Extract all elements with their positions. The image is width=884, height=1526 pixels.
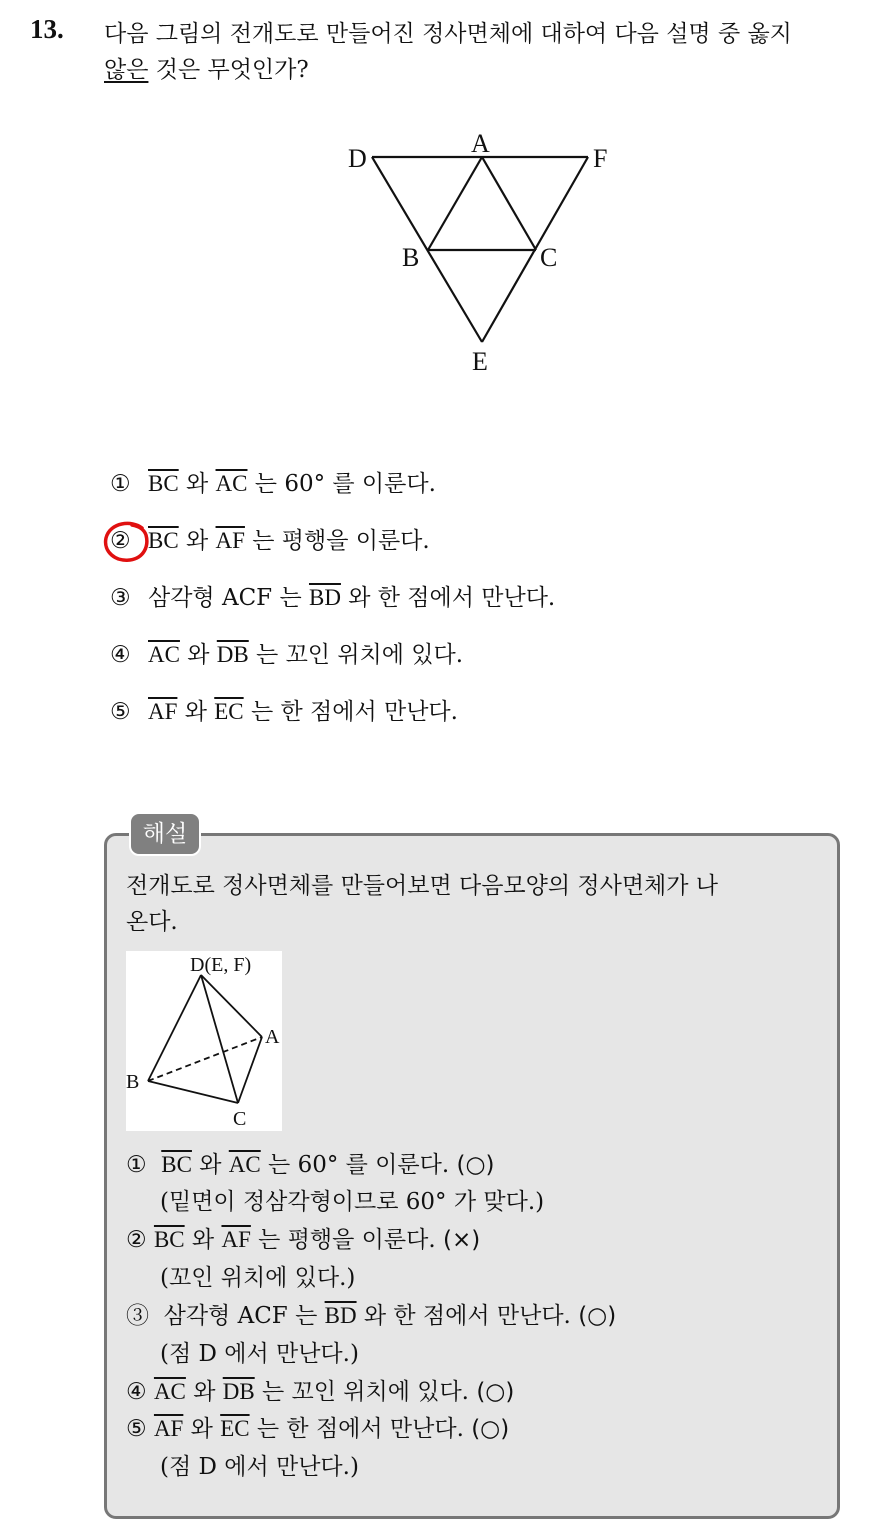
choice-3[interactable] bbox=[110, 583, 555, 613]
correct-mark: (○) bbox=[476, 1379, 515, 1405]
solution-note-3: (점 D 에서 만난다.) bbox=[160, 1341, 359, 1367]
choice-number: ① bbox=[110, 471, 131, 497]
solution-item-3 bbox=[126, 1301, 616, 1331]
item-number: ⑤ bbox=[126, 1416, 147, 1442]
solution-intro-line2: 온다. bbox=[126, 909, 178, 935]
tetrahedron-figure bbox=[126, 951, 282, 1131]
segment: $\overline{BC}$ bbox=[148, 528, 179, 553]
fig-label-B: B bbox=[126, 1071, 140, 1093]
segment: $\overline{AF}$ bbox=[148, 699, 178, 724]
choice-number: ⑤ bbox=[110, 699, 131, 725]
edge-BA-hidden bbox=[148, 1037, 262, 1081]
choice-text: 는 평행을 이룬다. bbox=[244, 528, 430, 554]
choice-text: 는 한 점에서 만난다. bbox=[243, 699, 458, 725]
choice-text: 삼각형 ACF 는 bbox=[148, 585, 309, 611]
solution-note-1: (밑면이 정삼각형이므로 60° 가 맞다.) bbox=[160, 1189, 545, 1215]
net-figure bbox=[340, 122, 630, 382]
solution-intro-line1: 전개도로 정사면체를 만들어보면 다음모양의 정사면체가 나 bbox=[126, 873, 719, 899]
segment: $\overline{BC}$ bbox=[148, 471, 179, 496]
edge-BC bbox=[148, 1081, 238, 1103]
label-E: E bbox=[472, 347, 488, 376]
answer-circle-icon bbox=[102, 520, 152, 564]
choice-text: 와 bbox=[178, 528, 216, 554]
item-text: 와 bbox=[183, 1416, 221, 1442]
segment: $\overline{EC}$ bbox=[214, 699, 244, 724]
choice-text: 와 bbox=[179, 642, 217, 668]
item-number: ③ bbox=[126, 1303, 149, 1329]
correct-mark: (○) bbox=[456, 1152, 495, 1178]
choice-number: ② bbox=[110, 528, 131, 554]
correct-mark: (○) bbox=[578, 1303, 617, 1329]
solution-note-5: (점 D 에서 만난다.) bbox=[160, 1454, 359, 1480]
choice-text: 와 bbox=[178, 471, 216, 497]
question-number: 13. bbox=[30, 14, 64, 44]
item-number: ① bbox=[126, 1152, 147, 1178]
label-A: A bbox=[471, 129, 490, 158]
item-text: 와 bbox=[191, 1152, 229, 1178]
edge-AC bbox=[482, 157, 536, 250]
solution-intro bbox=[126, 868, 826, 940]
choice-text: 는 꼬인 위치에 있다. bbox=[248, 642, 464, 668]
wrong-mark: (×) bbox=[442, 1227, 481, 1253]
segment: $\overline{AF}$ bbox=[215, 528, 245, 553]
choice-text: 와 bbox=[177, 699, 215, 725]
choice-number: ④ bbox=[110, 642, 131, 668]
fig-label-A: A bbox=[265, 1026, 280, 1048]
item-number: ④ bbox=[126, 1379, 147, 1405]
segment: $\overline{BD}$ bbox=[324, 1303, 357, 1328]
item-text: 삼각형 ACF 는 bbox=[163, 1303, 325, 1329]
solution-tag: 해설 bbox=[129, 812, 201, 856]
solution-item-5 bbox=[126, 1414, 509, 1444]
edge-AB bbox=[428, 157, 482, 250]
segment: $\overline{AF}$ bbox=[153, 1416, 184, 1441]
correct-mark: (○) bbox=[471, 1416, 510, 1442]
segment: $\overline{AC}$ bbox=[228, 1152, 261, 1177]
segment: $\overline{EC}$ bbox=[220, 1416, 250, 1441]
choice-number: ③ bbox=[110, 585, 131, 611]
segment: $\overline{BC}$ bbox=[161, 1152, 192, 1177]
choice-4[interactable] bbox=[110, 640, 463, 670]
solution-item-1 bbox=[126, 1150, 494, 1180]
item-text: 는 꼬인 위치에 있다. bbox=[254, 1379, 477, 1405]
choice-5[interactable] bbox=[110, 697, 458, 727]
question-text-line1: 다음 그림의 전개도로 만들어진 정사면체에 대하여 다음 설명 중 옳지 bbox=[104, 21, 792, 47]
choice-2[interactable] bbox=[110, 526, 430, 556]
item-text: 와 bbox=[185, 1379, 223, 1405]
item-text: 와 한 점에서 만난다. bbox=[356, 1303, 579, 1329]
question-text-line2 bbox=[104, 52, 864, 88]
segment: $\overline{DB}$ bbox=[216, 642, 249, 667]
segment: $\overline{BD}$ bbox=[308, 585, 341, 610]
segment: $\overline{AC}$ bbox=[153, 1379, 186, 1404]
segment: $\overline{AC}$ bbox=[215, 471, 248, 496]
segment: $\overline{AC}$ bbox=[148, 642, 180, 667]
edge-CA bbox=[238, 1037, 262, 1103]
solution-item-4 bbox=[126, 1377, 514, 1407]
fig-label-C: C bbox=[233, 1108, 247, 1130]
question-text-rest: 것은 무엇인가? bbox=[148, 57, 309, 83]
solution-item-2 bbox=[126, 1225, 480, 1255]
choice-text: 는 60° 를 이룬다. bbox=[247, 471, 436, 497]
label-B: B bbox=[402, 243, 420, 272]
fig-label-D: D(E, F) bbox=[190, 954, 252, 976]
item-number: ② bbox=[126, 1227, 147, 1253]
choice-text: 와 한 점에서 만난다. bbox=[340, 585, 556, 611]
label-F: F bbox=[593, 144, 608, 173]
segment: $\overline{BC}$ bbox=[153, 1227, 185, 1252]
segment: $\overline{AF}$ bbox=[221, 1227, 251, 1252]
item-text: 는 60° 를 이룬다. bbox=[260, 1152, 457, 1178]
item-text: 는 평행을 이룬다. bbox=[250, 1227, 443, 1253]
item-text: 는 한 점에서 만난다. bbox=[249, 1416, 472, 1442]
label-D: D bbox=[348, 144, 367, 173]
solution-note-2: (꼬인 위치에 있다.) bbox=[160, 1265, 356, 1291]
question-text bbox=[104, 16, 864, 88]
segment: $\overline{DB}$ bbox=[222, 1379, 255, 1404]
underlined-word: 않은 bbox=[104, 57, 149, 83]
item-text: 와 bbox=[184, 1227, 222, 1253]
edge-DB bbox=[148, 975, 201, 1081]
label-C: C bbox=[540, 243, 558, 272]
choice-1[interactable] bbox=[110, 469, 436, 499]
